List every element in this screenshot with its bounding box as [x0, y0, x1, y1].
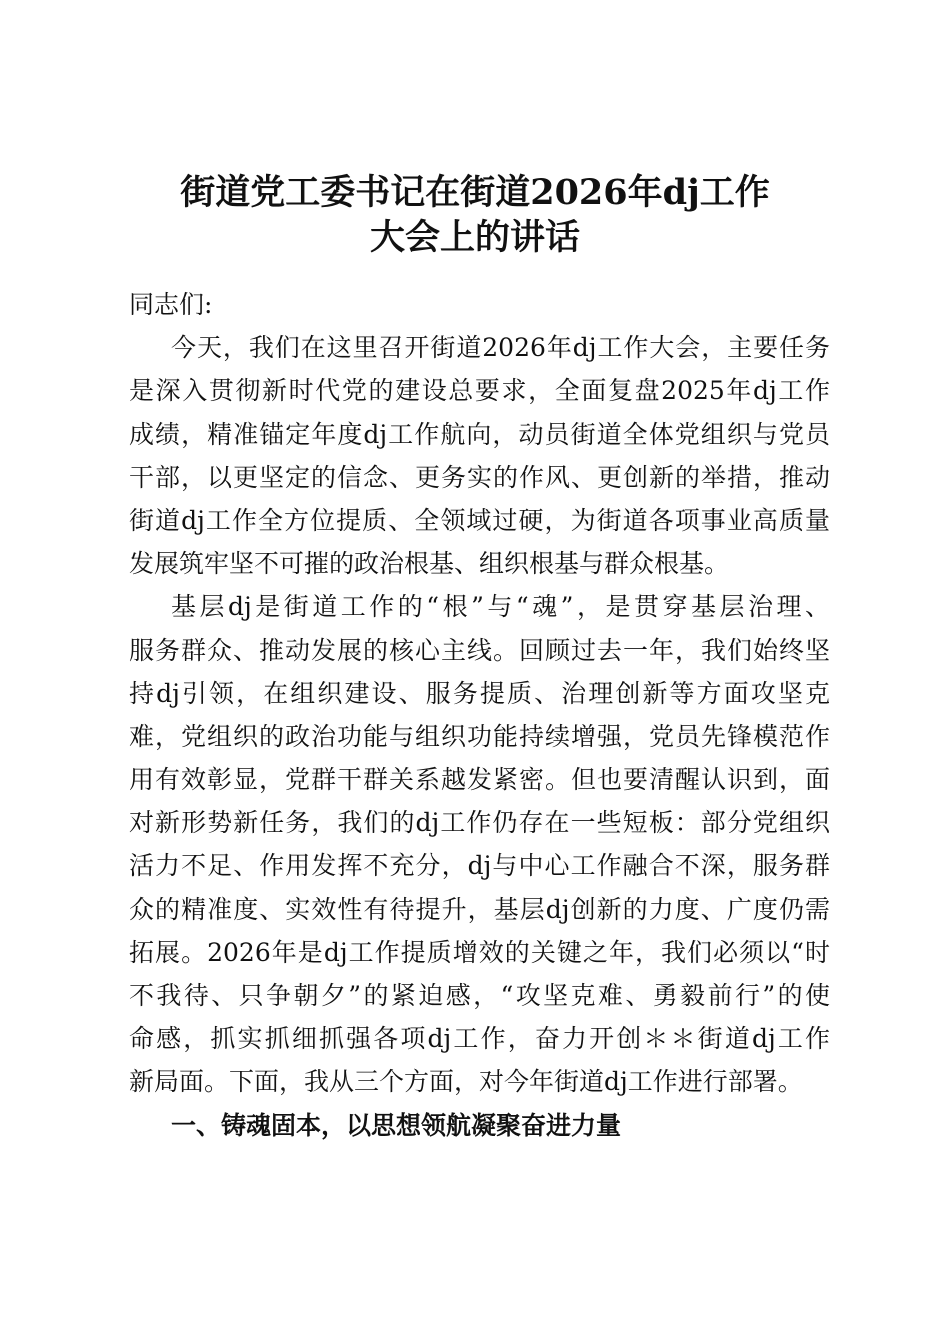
document-body — [129, 283, 830, 1147]
title-line-1: 街道党工委书记在街道2026年dj工作 — [180, 172, 770, 213]
paragraph-line: 用有效彰显，党群干群关系越发紧密。但也要清醒认识到，面 — [129, 765, 830, 795]
section-heading: 一、铸魂固本，以思想领航凝聚奋进力量 — [171, 1110, 622, 1140]
paragraph-line: 今天，我们在这里召开街道2026年dj工作大会，主要任务 — [171, 333, 830, 363]
paragraph-line: 基层dj是街道工作的“根”与“魂”，是贯穿基层治理、 — [171, 592, 830, 622]
paragraph-line: 持dj引领，在组织建设、服务提质、治理创新等方面攻坚克 — [129, 678, 830, 708]
paragraph-line: 拓展。2026年是dj工作提质增效的关键之年，我们必须以“时 — [129, 937, 830, 967]
paragraph-line: 发展筑牢坚不可摧的政治根基、组织根基与群众根基。 — [129, 549, 730, 579]
paragraph-line: 服务群众、推动发展的核心主线。回顾过去一年，我们始终坚 — [129, 635, 830, 665]
salutation: 同志们: — [129, 290, 213, 319]
paragraph-line: 是深入贯彻新时代党的建设总要求，全面复盘2025年dj工作 — [129, 376, 830, 406]
paragraph-line: 不我待、只争朝夕”的紧迫感，“攻坚克难、勇毅前行”的使 — [129, 981, 830, 1010]
paragraph-line: 活力不足、作用发挥不充分，dj与中心工作融合不深，服务群 — [129, 851, 830, 881]
paragraph-line: 干部，以更坚定的信念、更务实的作风、更创新的举措，推动 — [129, 462, 830, 492]
paragraph-line: 命感，抓实抓细抓强各项dj工作，奋力开创＊＊街道dj工作 — [129, 1024, 830, 1054]
paragraph-line: 成绩，精准锚定年度dj工作航向，动员街道全体党组织与党员 — [129, 419, 830, 449]
paragraph-line: 众的精准度、实效性有待提升，基层dj创新的力度、广度仍需 — [129, 894, 830, 924]
paragraph-line: 新局面。下面，我从三个方面，对今年街道dj工作进行部署。 — [129, 1067, 803, 1097]
paragraph-2 — [129, 585, 830, 1103]
title-line-2: 大会上的讲话 — [369, 217, 580, 258]
paragraph-line: 街道dj工作全方位提质、全领域过硬，为街道各项事业高质量 — [129, 505, 830, 535]
paragraph-line: 对新形势新任务，我们的dj工作仍存在一些短板：部分党组织 — [129, 808, 830, 838]
paragraph-line: 难，党组织的政治功能与组织功能持续增强，党员先锋模范作 — [129, 721, 830, 751]
paragraph-1 — [129, 326, 830, 585]
